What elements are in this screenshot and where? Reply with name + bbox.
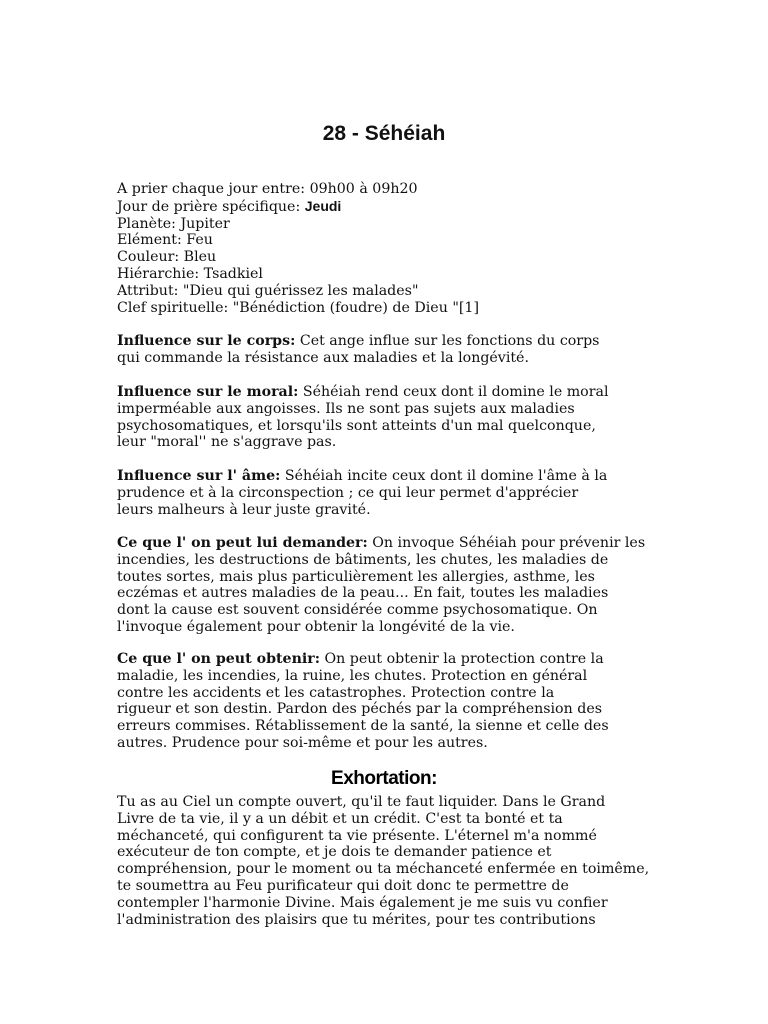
color-line: Couleur: Bleu <box>117 249 217 266</box>
demander-section: Ce que l' on peut lui demander: On invoque Séhéiah pour prévenir les incendies, les destructions de bâtiments, les chutes, les maladies de toutes sortes, mais plus particulièrement les allergies, asthme, les eczémas et autres maladies de la peau... En fait, toutes les maladies dont la cause est souvent considérée comme psychosomatique. On l'invoque également pour obtenir la longévité de la vie. <box>117 535 646 635</box>
influence-moral-label: Influence sur le moral: <box>117 384 299 400</box>
spiritual-key-line: Clef spirituelle: "Bénédiction (foudre) de Dieu "[1] <box>117 299 479 316</box>
exhortation-heading: Exhortation: <box>331 768 437 789</box>
info-block <box>117 181 657 316</box>
page-title: 28 - Séhéiah <box>322 122 446 145</box>
exhortation-section: Tu as au Ciel un compte ouvert, qu'il te faut liquider. Dans le Grand Livre de ta vie, il y a un débit et un crédit. C'est ta bonté et ta méchanceté, qui configurent ta vie présente. L'éternel m'a nommé exécuteur de ton compte, et je dois te demander patience et compréhension, pour le moment ou ta méchanceté enfermée en toimême, te soumettra au Feu purificateur qui doit donc te permettre de contempler l'harmonie Divine. Mais également je me suis vu confier l'administration des plaisirs que tu mérites, pour tes contributions <box>117 794 650 928</box>
demander-label: Ce que l' on peut lui demander: <box>117 535 368 551</box>
prayer-day-label: Jour de prière spécifique: <box>117 198 305 215</box>
influence-moral-section: Influence sur le moral: Séhéiah rend ceux dont il domine le moral imperméable aux angoisses. Ils ne sont pas sujets aux maladies psychosomatiques, et lorsqu'ils sont atteints d'un mal quelconque, leur "moral'' ne s'aggrave pas. <box>117 384 609 451</box>
influence-corps-label: Influence sur le corps: <box>117 333 296 349</box>
obtenir-section: Ce que l' on peut obtenir: On peut obtenir la protection contre la maladie, les incendies, la ruine, les chutes. Protection en général contre les accidents et les catastrophes. Protection contre la rigueur et son destin. Pardon des péchés par la compréhension des erreurs commises. Rétablissement de la santé, la sienne et celle des autres. Prudence pour soi-même et pour les autres. <box>117 651 609 751</box>
prayer-day-line <box>117 198 657 216</box>
prayer-day-value: Jeudi <box>304 197 342 214</box>
influence-corps-section: Influence sur le corps: Cet ange influe sur les fonctions du corps qui commande la résistance aux maladies et la longévité. <box>117 333 600 366</box>
element-line: Elément: Feu <box>117 232 213 249</box>
prayer-time-line: A prier chaque jour entre: 09h00 à 09h20 <box>117 181 418 197</box>
influence-ame-label: Influence sur l' âme: <box>117 468 281 484</box>
obtenir-label: Ce que l' on peut obtenir: <box>117 651 320 667</box>
hierarchy-line: Hiérarchie: Tsadkiel <box>117 265 263 282</box>
planet-line: Planète: Jupiter <box>117 215 230 232</box>
attribute-line: Attribut: "Dieu qui guérissez les malades" <box>117 282 419 299</box>
influence-ame-section: Influence sur l' âme: Séhéiah incite ceux dont il domine l'âme à la prudence et à la circonspection ; ce qui leur permet d'apprécier leurs malheurs à leur juste gravité. <box>117 468 608 518</box>
